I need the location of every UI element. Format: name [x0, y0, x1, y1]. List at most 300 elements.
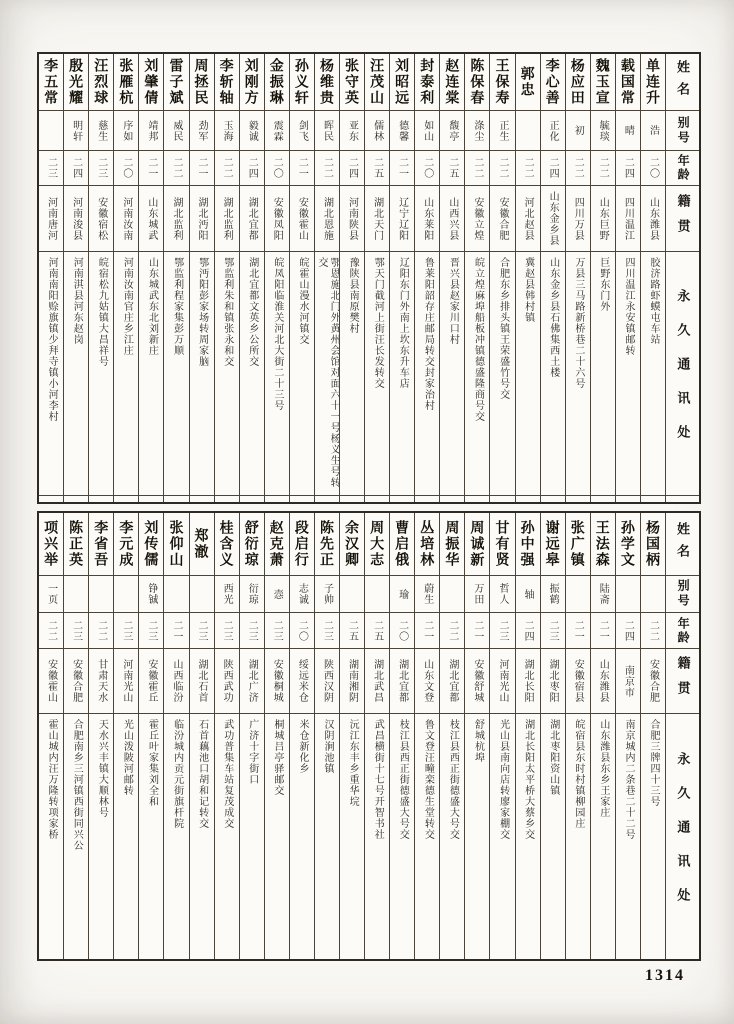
entry-native-place: 山东文登	[421, 659, 433, 703]
entry-name-cell	[265, 54, 289, 110]
entry-alt-name-cell	[440, 575, 464, 612]
entry-age: 二一	[145, 157, 157, 179]
entry-alt-name: 轴	[522, 588, 534, 600]
entry-age-cell	[114, 612, 138, 648]
entry-native-place-cell	[340, 648, 364, 713]
entry-alt-name-cell	[39, 110, 63, 150]
entry-age-cell	[215, 612, 239, 648]
entry-column	[189, 54, 214, 502]
entry-native-place: 山西临汾	[170, 659, 182, 703]
entry-age-cell	[616, 150, 640, 185]
entry-native-place-cell	[591, 648, 615, 713]
entry-name-cell	[415, 54, 439, 110]
entry-alt-name-cell	[64, 575, 88, 612]
entry-address: 晋兴县赵家川口村	[447, 257, 459, 345]
entry-name-cell	[39, 513, 63, 575]
entry-alt-name-cell	[340, 110, 364, 150]
entry-address: 冀赵县韩村镇	[522, 257, 534, 323]
page-number: 1314	[645, 967, 685, 984]
header-age-label-cell	[666, 612, 699, 648]
entry-address-cell	[89, 251, 113, 495]
entry-name: 李元成	[118, 520, 135, 568]
entry-name-cell	[440, 54, 464, 110]
entry-native-place-cell	[290, 648, 314, 713]
entry-address-cell	[390, 251, 414, 495]
entry-age-cell	[490, 150, 514, 185]
entry-address-cell	[64, 251, 88, 495]
entry-address-cell	[215, 713, 239, 959]
entry-name-cell	[566, 513, 590, 575]
footer-strip-cell	[490, 495, 514, 502]
entry-column	[289, 54, 314, 502]
entry-native-place-cell	[465, 648, 489, 713]
entry-address-cell	[64, 713, 88, 959]
entry-age: 二二	[572, 157, 584, 179]
entry-column	[113, 513, 138, 959]
registry-header-column	[665, 513, 699, 959]
entry-name-cell	[390, 513, 414, 575]
footer-strip-cell	[265, 495, 289, 502]
entry-age: 二二	[522, 157, 534, 179]
entry-column	[189, 513, 214, 959]
entry-name: 项兴举	[43, 520, 60, 568]
entry-age: 二二	[170, 157, 182, 179]
entry-column	[339, 513, 364, 959]
entry-name: 陈正英	[68, 520, 85, 568]
entry-alt-name-cell	[465, 575, 489, 612]
entry-age-cell	[541, 612, 565, 648]
entry-address-cell	[566, 251, 590, 495]
entry-column	[414, 54, 439, 502]
entry-alt-name-cell	[114, 575, 138, 612]
entry-name-cell	[315, 54, 339, 110]
footer-strip-cell	[315, 495, 339, 502]
entry-native-place-cell	[114, 185, 138, 251]
entry-column	[113, 54, 138, 502]
entry-age: 二一	[296, 157, 308, 179]
entry-age: 二四	[622, 157, 634, 179]
entry-age-cell	[190, 150, 214, 185]
entry-alt-name-cell	[240, 110, 264, 150]
entry-address: 光山县南向店转廖家棚交	[497, 719, 509, 840]
entry-age: 二一	[421, 619, 433, 642]
entry-age-cell	[89, 150, 113, 185]
entry-address-cell	[290, 251, 314, 495]
entry-address: 山东城武东北刘新庄	[146, 257, 158, 356]
entry-name: 雷子斌	[168, 58, 185, 106]
entry-address: 石首藕池口胡和记转交	[196, 719, 208, 829]
entry-native-place-cell	[190, 648, 214, 713]
entry-age-cell	[240, 150, 264, 185]
entry-address-cell	[616, 251, 640, 495]
entry-native-place: 安徽宿县	[572, 659, 584, 703]
entry-alt-name-cell	[566, 575, 590, 612]
entry-native-place-cell	[465, 185, 489, 251]
entry-age: 二一	[170, 619, 182, 642]
entry-age: 二一	[572, 619, 584, 642]
entry-address: 枝江县西正街德盛大号交	[447, 719, 459, 840]
entry-name-cell	[591, 54, 615, 110]
entry-alt-name: 蔚生	[421, 583, 433, 605]
header-alt-name-label-cell	[666, 110, 699, 150]
entry-native-place: 安徽宿松	[95, 196, 107, 241]
header-name-label: 姓名	[675, 60, 690, 104]
entry-address-cell	[440, 251, 464, 495]
entry-address: 皖凤阳临淮关河北大街二十三号	[271, 257, 283, 411]
entry-age-cell	[541, 150, 565, 185]
entry-alt-name: 馥亭	[446, 119, 458, 142]
entry-column	[314, 513, 339, 959]
entry-address: 武昌横街十七号开智书社	[372, 719, 384, 840]
entry-alt-name: 瑜	[396, 588, 408, 600]
entry-address-cell	[164, 251, 188, 495]
entry-name: 赵连棠	[444, 58, 461, 106]
entry-native-place: 湖北宜都	[446, 659, 458, 703]
header-native-place-label: 籍贯	[675, 656, 691, 706]
entry-name: 魏玉宣	[594, 58, 611, 106]
entry-alt-name: 哲人	[496, 583, 508, 605]
entry-native-place: 湖北监利	[170, 196, 182, 241]
entry-name: 孙义轩	[293, 58, 310, 106]
entry-name-cell	[39, 54, 63, 110]
entry-age-cell	[516, 150, 540, 185]
entry-native-place: 湖北宜都	[396, 659, 408, 703]
entry-native-place: 安徽霍山	[45, 659, 57, 703]
entry-native-place: 湖北恩施	[321, 196, 333, 241]
entry-native-place: 安徽立煌	[471, 196, 483, 241]
entry-alt-name-cell	[591, 110, 615, 150]
entry-address: 南京城内二条巷二十二号	[622, 719, 634, 840]
entry-address: 豫陕县南原樊村	[347, 257, 359, 334]
entry-native-place: 辽宁辽阳	[396, 196, 408, 241]
entry-address-cell	[516, 251, 540, 495]
entry-alt-name: 儒林	[371, 119, 383, 142]
entry-name-cell	[641, 513, 665, 575]
entry-address-cell	[89, 713, 113, 959]
entry-column	[339, 54, 364, 502]
entry-address: 鲁文登汪疃栾德生堂转交	[422, 719, 434, 840]
entry-alt-name-cell	[215, 575, 239, 612]
entry-address-cell	[240, 251, 264, 495]
entry-name-cell	[541, 54, 565, 110]
entry-alt-name: 衍琼	[246, 583, 258, 605]
entry-name-cell	[315, 513, 339, 575]
entry-alt-name: 玉海	[221, 119, 233, 142]
entry-age-cell	[89, 612, 113, 648]
entry-age-cell	[616, 612, 640, 648]
entry-native-place-cell	[114, 648, 138, 713]
entry-name-cell	[190, 513, 214, 575]
entry-column	[439, 54, 464, 502]
header-alt-name-label: 别号	[676, 115, 691, 146]
entry-column	[590, 54, 615, 502]
entry-alt-name: 慈生	[95, 119, 107, 142]
entry-native-place: 山东城武	[145, 196, 157, 241]
entry-column	[264, 54, 289, 502]
entry-column	[364, 54, 389, 502]
entry-name-cell	[340, 513, 364, 575]
entry-alt-name-cell	[440, 110, 464, 150]
entry-age: 二四	[346, 157, 358, 179]
entry-alt-name-cell	[315, 575, 339, 612]
entry-native-place-cell	[516, 185, 540, 251]
entry-alt-name: 振鹤	[547, 583, 559, 605]
entry-alt-name: 靖邦	[145, 119, 157, 142]
entry-column	[163, 54, 188, 502]
entry-age-cell	[315, 150, 339, 185]
entry-native-place-cell	[490, 648, 514, 713]
entry-alt-name-cell	[190, 110, 214, 150]
entry-age-cell	[465, 150, 489, 185]
entry-address-cell	[490, 713, 514, 959]
entry-native-place-cell	[415, 648, 439, 713]
entry-alt-name-cell	[290, 110, 314, 150]
entry-alt-name-cell	[215, 110, 239, 150]
entry-native-place-cell	[215, 648, 239, 713]
entry-alt-name-cell	[516, 110, 540, 150]
entry-native-place-cell	[390, 185, 414, 251]
entry-column	[489, 513, 514, 959]
entry-address: 合肥三牌四十三号	[648, 719, 660, 807]
entry-alt-name-cell	[390, 575, 414, 612]
entry-age-cell	[290, 612, 314, 648]
entry-address: 鄂沔阳彭家场转周家脑	[196, 257, 208, 367]
entry-address: 皖霍山漫水河镇交	[296, 257, 308, 345]
entry-name-cell	[290, 513, 314, 575]
entry-address: 武功普集车站复茂成交	[221, 719, 233, 829]
entry-age: 二二	[446, 619, 458, 642]
entry-name: 载国常	[619, 58, 636, 106]
entry-age-cell	[64, 150, 88, 185]
entry-age: 二五	[446, 157, 458, 179]
entry-name: 李斩轴	[218, 58, 235, 106]
entry-native-place: 甘肃天水	[95, 659, 107, 703]
entry-native-place: 湖南湘阴	[346, 659, 358, 703]
entry-alt-name: 万田	[471, 583, 483, 605]
entry-name-cell	[465, 513, 489, 575]
entry-native-place: 山东金乡县	[547, 191, 559, 246]
entry-age: 二三	[145, 619, 157, 642]
entry-name: 郭忠	[519, 66, 536, 98]
entry-alt-name-cell	[465, 110, 489, 150]
entry-name: 谢远皋	[544, 520, 561, 568]
entry-alt-name-cell	[139, 110, 163, 150]
entry-address-cell	[465, 713, 489, 959]
entry-age: 二三	[196, 619, 208, 642]
entry-name-cell	[591, 513, 615, 575]
entry-address-cell	[39, 713, 63, 959]
footer-strip-cell	[190, 495, 214, 502]
entry-name: 杨应田	[569, 58, 586, 106]
entry-native-place: 四川万县	[572, 196, 584, 241]
entry-name: 张仰山	[168, 520, 185, 568]
entry-native-place-cell	[89, 185, 113, 251]
entry-address: 皖宿松九姑镇大昌祥号	[96, 257, 108, 367]
entry-address: 合肥南乡三河镇西街同兴公	[71, 719, 83, 851]
entry-age-cell	[340, 150, 364, 185]
entry-native-place-cell	[616, 648, 640, 713]
entry-address: 汉阴涧池镇	[322, 719, 334, 774]
entry-alt-name-cell	[541, 575, 565, 612]
entry-age: 二一	[597, 619, 609, 642]
entry-native-place-cell	[440, 185, 464, 251]
header-native-place-label-cell	[666, 185, 699, 251]
entry-native-place-cell	[265, 185, 289, 251]
entry-age: 二四	[547, 157, 559, 179]
entry-address: 光山泼陂河邮转	[121, 719, 133, 796]
header-age-label-cell	[666, 150, 699, 185]
entry-alt-name-cell	[390, 110, 414, 150]
entry-age: 二二	[597, 157, 609, 179]
entry-native-place-cell	[240, 185, 264, 251]
entry-age: 二三	[547, 619, 559, 642]
entry-age-cell	[64, 612, 88, 648]
entry-alt-name: 涤尘	[471, 119, 483, 142]
header-name-label-cell	[666, 54, 699, 110]
entry-age: 二五	[371, 157, 383, 179]
footer-strip-cell	[340, 495, 364, 502]
entry-native-place-cell	[541, 185, 565, 251]
entry-name-cell	[490, 54, 514, 110]
entry-native-place-cell	[566, 185, 590, 251]
entry-address: 鲁莱阳韶存庄邮局转交封家治村	[422, 257, 434, 411]
entry-name: 郑澈	[193, 528, 210, 560]
entry-alt-name-cell	[190, 575, 214, 612]
entry-address-cell	[591, 713, 615, 959]
entry-name-cell	[139, 513, 163, 575]
entry-name-cell	[139, 54, 163, 110]
entry-name-cell	[566, 54, 590, 110]
entry-native-place: 陕西汉阴	[321, 659, 333, 703]
entry-column	[515, 513, 540, 959]
entry-age: 二〇	[396, 619, 408, 642]
entry-address-cell	[541, 713, 565, 959]
entry-name: 周振华	[444, 520, 461, 568]
entry-age-cell	[566, 150, 590, 185]
entry-age-cell	[265, 150, 289, 185]
entry-name-cell	[415, 513, 439, 575]
entry-address-cell	[641, 713, 665, 959]
entry-native-place-cell	[641, 185, 665, 251]
entry-native-place-cell	[64, 185, 88, 251]
entry-name: 孙中强	[519, 520, 536, 568]
entry-alt-name: 劲军	[196, 119, 208, 142]
entry-native-place: 河南汝南	[120, 196, 132, 241]
entry-alt-name: 子帅	[321, 583, 333, 605]
entry-column	[239, 513, 264, 959]
entry-age: 二五	[371, 619, 383, 642]
entry-age-cell	[440, 612, 464, 648]
entry-age-cell	[490, 612, 514, 648]
footer-strip-cell	[516, 495, 540, 502]
entry-name-cell	[490, 513, 514, 575]
entry-age-cell	[415, 612, 439, 648]
entry-native-place-cell	[265, 648, 289, 713]
entry-alt-name-cell	[290, 575, 314, 612]
entry-name: 李五常	[43, 58, 60, 106]
entry-address-cell	[616, 713, 640, 959]
entry-name: 李心善	[544, 58, 561, 106]
entry-name-cell	[390, 54, 414, 110]
entry-native-place-cell	[139, 185, 163, 251]
entry-native-place: 安徽合肥	[647, 659, 659, 703]
entry-column	[63, 54, 88, 502]
entry-native-place: 绥远米仓	[296, 659, 308, 703]
entry-address: 鄂监利朱和镇张永和交	[221, 257, 233, 367]
entry-name: 张广镇	[569, 520, 586, 568]
entry-address-cell	[190, 713, 214, 959]
entry-name-cell	[641, 54, 665, 110]
entry-native-place-cell	[541, 648, 565, 713]
entry-alt-name-cell	[616, 575, 640, 612]
entry-alt-name-cell	[164, 110, 188, 150]
entry-native-place: 安徽合肥	[496, 196, 508, 241]
entry-alt-name: 毓琰	[597, 119, 609, 142]
entry-name: 余汉卿	[344, 520, 361, 568]
entry-native-place-cell	[490, 185, 514, 251]
entry-name-cell	[240, 513, 264, 575]
entry-native-place-cell	[139, 648, 163, 713]
entry-column	[63, 513, 88, 959]
entry-address: 桐城吕亭驿邮交	[271, 719, 283, 796]
entry-address-cell	[365, 251, 389, 495]
entry-native-place-cell	[64, 648, 88, 713]
entry-native-place-cell	[315, 648, 339, 713]
footer-strip-cell	[365, 495, 389, 502]
entry-address-cell	[139, 251, 163, 495]
entry-age-cell	[139, 150, 163, 185]
entry-address: 湖北长阳太平桥大蔡乡交	[522, 719, 534, 840]
entry-name: 汪烈球	[93, 58, 110, 106]
entry-name: 殷光耀	[68, 58, 85, 106]
footer-strip-cell	[215, 495, 239, 502]
entry-column	[289, 513, 314, 959]
entry-column	[590, 513, 615, 959]
entry-address: 鄂监利程家集彭万顺	[171, 257, 183, 356]
entry-name-cell	[265, 513, 289, 575]
entry-column	[540, 513, 565, 959]
entry-age: 二〇	[120, 157, 132, 179]
entry-native-place: 湖北广济	[246, 659, 258, 703]
entry-alt-name: 初	[572, 125, 584, 136]
entry-name: 周拯民	[193, 58, 210, 106]
entry-column	[464, 54, 489, 502]
entry-address: 辽阳东门外南上坎东升车店	[397, 257, 409, 389]
entry-alt-name: 亚东	[346, 119, 358, 142]
entry-native-place: 湖北沔阳	[196, 196, 208, 241]
entry-age-cell	[139, 612, 163, 648]
entry-native-place-cell	[164, 648, 188, 713]
entry-address-cell	[139, 713, 163, 959]
entry-address: 湖北宜都文英乡公所交	[246, 257, 258, 367]
entry-name: 金振琳	[268, 58, 285, 106]
header-age-label: 年龄	[676, 154, 691, 182]
header-address-label-cell	[666, 251, 699, 495]
entry-alt-name-cell	[566, 110, 590, 150]
entry-name-cell	[290, 54, 314, 110]
entry-column	[138, 513, 163, 959]
entry-address-cell	[340, 251, 364, 495]
entry-age: 二一	[471, 619, 483, 642]
entry-column	[264, 513, 289, 959]
entry-name: 段启行	[293, 520, 310, 568]
entry-age-cell	[365, 612, 389, 648]
entry-name-cell	[215, 54, 239, 110]
entry-column	[88, 54, 113, 502]
entry-address-cell	[265, 251, 289, 495]
entry-column	[615, 54, 640, 502]
entry-alt-name-cell	[641, 575, 665, 612]
